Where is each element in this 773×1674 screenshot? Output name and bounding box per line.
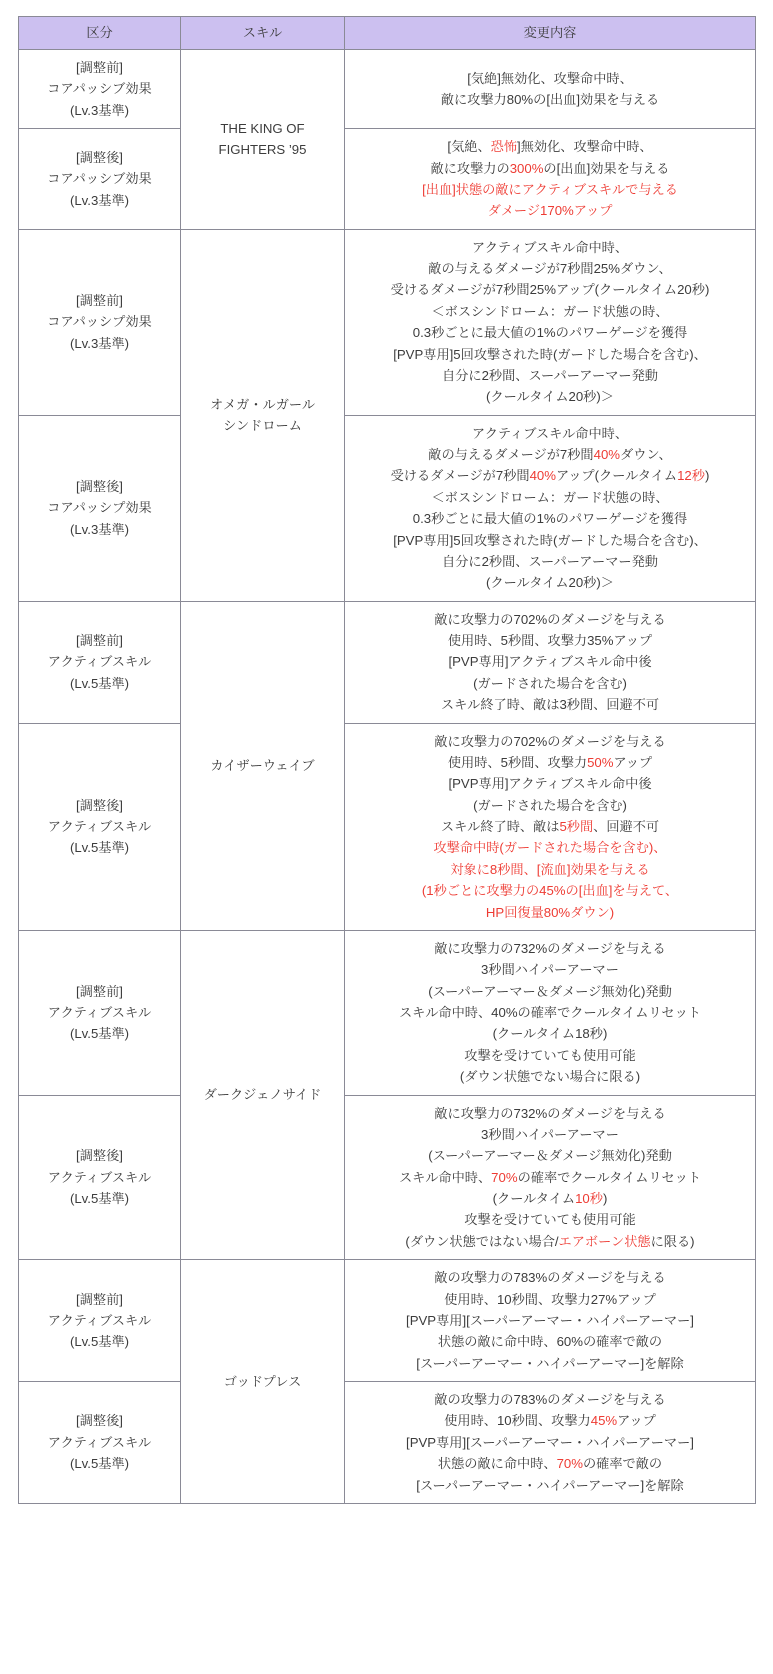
detail-text: (クールタイム20秒)＞ bbox=[486, 575, 614, 591]
detail-line bbox=[349, 938, 751, 959]
detail-text: の[出血]効果を与える bbox=[543, 160, 670, 176]
detail-text: 敵の攻撃力の783%のダメージを与える bbox=[434, 1392, 666, 1407]
detail-highlight: (1秒ごとに攻撃力の45%の[出血]を与えて、 bbox=[421, 883, 679, 899]
detail-text: 使用時、5秒間、攻撃力35%アップ bbox=[447, 633, 653, 648]
detail-text: [スーパーアーマー・ハイパーアーマー]を解除 bbox=[416, 1355, 684, 1371]
category-line: アクティブスキル bbox=[47, 819, 152, 834]
detail-text: 敵に攻撃力の bbox=[430, 160, 510, 176]
detail-text: 敵に攻撃力の732%のダメージを与える bbox=[434, 940, 666, 956]
detail-highlight: 攻撃命中時(ガードされた場合を含む)、 bbox=[433, 840, 667, 856]
detail-text: [PVP専用]アクティブスキル命中後 bbox=[448, 776, 652, 792]
category-line: (Lv.5基準) bbox=[69, 1334, 130, 1350]
detail-line bbox=[349, 200, 751, 221]
column-header-skill: スキル bbox=[181, 17, 345, 50]
column-header-detail: 変更内容 bbox=[345, 17, 756, 50]
detail-text: の確率で敵の bbox=[582, 1456, 663, 1472]
category-line: コアパッシプ効果 bbox=[47, 500, 152, 516]
cell-detail bbox=[345, 129, 756, 230]
table-row bbox=[19, 1095, 756, 1260]
cell-category bbox=[19, 229, 181, 415]
detail-line bbox=[349, 880, 751, 901]
detail-highlight: 40% bbox=[593, 447, 621, 462]
detail-line bbox=[349, 1289, 751, 1310]
detail-text: [気絶、 bbox=[447, 139, 491, 155]
detail-text: ) bbox=[602, 1191, 608, 1206]
cell-detail bbox=[345, 229, 756, 415]
detail-text: に限る) bbox=[650, 1233, 695, 1249]
category-line: [調整後] bbox=[76, 1148, 123, 1164]
table-row bbox=[19, 50, 756, 129]
detail-line bbox=[349, 158, 751, 179]
detail-text: 敵の与えるダメージが7秒間25%ダウン、 bbox=[428, 261, 672, 276]
category-line: [調整前] bbox=[76, 60, 123, 75]
detail-highlight: [出血]状態の敵にアクティブスキルで与える bbox=[422, 181, 678, 197]
detail-highlight: エアボーン状態 bbox=[558, 1233, 651, 1249]
detail-line bbox=[349, 487, 751, 508]
detail-highlight: 70% bbox=[556, 1456, 583, 1472]
table-header bbox=[19, 17, 756, 50]
detail-line bbox=[349, 89, 751, 110]
detail-highlight: ダメージ170%アップ bbox=[487, 203, 613, 219]
category-line: (Lv.5基準) bbox=[69, 1191, 130, 1206]
detail-text: [PVP専用]5回攻撃された時(ガードした場合を含む)、 bbox=[393, 532, 707, 548]
cell-category bbox=[19, 415, 181, 601]
detail-line bbox=[349, 1145, 751, 1166]
cell-skill bbox=[181, 229, 345, 601]
cell-detail bbox=[345, 50, 756, 129]
cell-detail bbox=[345, 723, 756, 930]
detail-line bbox=[349, 465, 751, 486]
detail-line bbox=[349, 237, 751, 258]
detail-text: アップ bbox=[613, 754, 653, 770]
detail-text: の確率でクールタイムリセット bbox=[517, 1169, 702, 1185]
skill-name-line: THE KING OF bbox=[220, 120, 305, 136]
detail-highlight: 45% bbox=[590, 1413, 618, 1429]
detail-text: 受けるダメージが7秒間 bbox=[390, 468, 530, 484]
cell-category bbox=[19, 930, 181, 1095]
cell-skill bbox=[181, 601, 345, 930]
detail-line bbox=[349, 673, 751, 694]
detail-line bbox=[349, 1432, 751, 1453]
detail-text: ]無効化、攻撃命中時、 bbox=[517, 139, 653, 155]
cell-detail bbox=[345, 1382, 756, 1504]
detail-text: 使用時、5秒間、攻撃力 bbox=[447, 754, 588, 770]
detail-line bbox=[349, 1331, 751, 1352]
detail-text: 敵の攻撃力の783%のダメージを与える bbox=[434, 1270, 666, 1286]
detail-line bbox=[349, 365, 751, 386]
category-line: コアパッシブ効果 bbox=[47, 171, 152, 187]
detail-text: [スーパーアーマー・ハイパーアーマー]を解除 bbox=[416, 1477, 684, 1493]
detail-line bbox=[349, 1188, 751, 1209]
detail-text: (スーパーアーマー＆ダメージ無効化)発動 bbox=[428, 983, 672, 999]
header-row bbox=[19, 17, 756, 50]
cell-detail bbox=[345, 930, 756, 1095]
detail-text: (ダウン状態ではない場合/ bbox=[405, 1233, 559, 1249]
detail-line bbox=[349, 752, 751, 773]
table-row bbox=[19, 229, 756, 415]
cell-detail bbox=[345, 1095, 756, 1260]
category-line: コアパッシブ効果 bbox=[47, 81, 152, 97]
cell-detail bbox=[345, 415, 756, 601]
detail-line bbox=[349, 344, 751, 365]
category-line: (Lv.5基準) bbox=[69, 840, 130, 856]
detail-text: 自分に2秒間、スーパーアーマー発動 bbox=[442, 553, 658, 569]
cell-category bbox=[19, 1095, 181, 1260]
column-header-category: 区分 bbox=[19, 17, 181, 50]
detail-line bbox=[349, 301, 751, 322]
detail-text: 敵に攻撃力の732%のダメージを与える bbox=[434, 1105, 666, 1121]
detail-line bbox=[349, 423, 751, 444]
detail-line bbox=[349, 816, 751, 837]
detail-line bbox=[349, 1124, 751, 1145]
detail-text: (ダウン状態でない場合に限る) bbox=[459, 1069, 641, 1085]
detail-line bbox=[349, 508, 751, 529]
detail-text: 敵に攻撃力80%の[出血]効果を与える bbox=[440, 92, 660, 108]
detail-text: [PVP専用][スーパーアーマー・ハイパーアーマー] bbox=[406, 1312, 694, 1328]
detail-line bbox=[349, 795, 751, 816]
detail-line bbox=[349, 551, 751, 572]
cell-category bbox=[19, 1382, 181, 1504]
category-line: [調整後] bbox=[76, 1413, 123, 1429]
detail-highlight: 恐怖 bbox=[490, 139, 518, 155]
detail-text: アクティブスキル命中時、 bbox=[471, 239, 629, 255]
category-line: アクティブスキル bbox=[47, 654, 152, 670]
detail-text: ＜ボスシンドローム：ガード状態の時、 bbox=[431, 489, 669, 505]
detail-line bbox=[349, 322, 751, 343]
detail-text: スキル命中時、 bbox=[398, 1169, 492, 1185]
detail-text: [PVP専用]アクティブスキル命中後 bbox=[448, 654, 652, 670]
skill-name-line: ダークジェノサイド bbox=[203, 1087, 322, 1103]
detail-line bbox=[349, 630, 751, 651]
detail-line bbox=[349, 1389, 751, 1410]
skill-balance-table bbox=[18, 16, 756, 1504]
detail-text: [PVP専用]5回攻撃された時(ガードした場合を含む)、 bbox=[393, 346, 707, 362]
detail-text: 敵に攻撃力の702%のダメージを与える bbox=[434, 611, 666, 627]
detail-text: (スーパーアーマー＆ダメージ無効化)発動 bbox=[428, 1148, 672, 1164]
detail-line bbox=[349, 572, 751, 593]
detail-highlight: 12秒 bbox=[677, 468, 705, 484]
cell-category bbox=[19, 50, 181, 129]
detail-text: 状態の敵に命中時、60%の確率で敵の bbox=[437, 1334, 663, 1350]
detail-line bbox=[349, 68, 751, 89]
category-line: (Lv.5基準) bbox=[69, 1026, 130, 1042]
detail-highlight: 5秒間 bbox=[559, 819, 594, 834]
detail-line bbox=[349, 1045, 751, 1066]
detail-line bbox=[349, 859, 751, 880]
category-line: [調整前] bbox=[76, 1291, 123, 1307]
table-row bbox=[19, 1382, 756, 1504]
detail-line bbox=[349, 1231, 751, 1252]
skill-name-line: カイザーウェイブ bbox=[210, 758, 315, 774]
skill-name-line: オメガ・ルガール bbox=[209, 396, 316, 412]
detail-line bbox=[349, 1066, 751, 1087]
detail-text: 、回避不可 bbox=[593, 819, 660, 834]
category-line: (Lv.3基準) bbox=[69, 102, 130, 118]
detail-text: 受けるダメージが7秒間25%アップ(クールタイム20秒) bbox=[390, 282, 710, 298]
skill-name-line: ゴッドプレス bbox=[223, 1373, 302, 1389]
detail-text: (ガードされた場合を含む) bbox=[473, 675, 627, 691]
detail-line bbox=[349, 902, 751, 923]
category-line: (Lv.5基準) bbox=[69, 1456, 130, 1472]
category-line: (Lv.3基準) bbox=[69, 192, 130, 208]
detail-text: ) bbox=[704, 468, 710, 484]
category-line: [調整後] bbox=[76, 479, 123, 495]
cell-skill bbox=[181, 1260, 345, 1504]
detail-text: 0.3秒ごとに最大値の1%のパワーゲージを獲得 bbox=[412, 511, 688, 527]
category-line: [調整前] bbox=[76, 633, 123, 648]
detail-text: [気絶]無効化、攻撃命中時、 bbox=[467, 70, 633, 86]
detail-text: (クールタイム18秒) bbox=[492, 1026, 608, 1042]
detail-line bbox=[349, 1410, 751, 1431]
cell-detail bbox=[345, 601, 756, 723]
detail-line bbox=[349, 179, 751, 200]
category-line: コアパッシプ効果 bbox=[47, 314, 152, 330]
table-row bbox=[19, 930, 756, 1095]
detail-line bbox=[349, 444, 751, 465]
detail-line bbox=[349, 837, 751, 858]
category-line: アクティブスキル bbox=[47, 1312, 152, 1328]
detail-line bbox=[349, 959, 751, 980]
cell-skill bbox=[181, 50, 345, 230]
detail-text: 3秒間ハイパーアーマー bbox=[481, 1126, 619, 1142]
detail-text: 攻撃を受けていても使用可能 bbox=[464, 1047, 636, 1063]
detail-text: アップ bbox=[617, 1413, 656, 1429]
category-line: アクティブスキル bbox=[47, 1169, 152, 1185]
detail-text: スキル命中時、40%の確率でクールタイムリセット bbox=[398, 1005, 701, 1020]
detail-line bbox=[349, 981, 751, 1002]
detail-text: スキル終了時、敵は3秒間、回避不可 bbox=[440, 697, 660, 713]
table-row bbox=[19, 1260, 756, 1382]
detail-highlight: 70% bbox=[491, 1169, 518, 1185]
detail-text: アクティブスキル命中時、 bbox=[471, 425, 629, 441]
detail-line bbox=[349, 694, 751, 715]
table-body bbox=[19, 50, 756, 1504]
detail-line bbox=[349, 773, 751, 794]
detail-text: 敵の与えるダメージが7秒間 bbox=[428, 447, 594, 462]
category-line: (Lv.3基準) bbox=[69, 335, 130, 351]
cell-category bbox=[19, 129, 181, 230]
detail-text: ＜ボスシンドローム：ガード状態の時、 bbox=[431, 303, 669, 319]
cell-category bbox=[19, 601, 181, 723]
detail-highlight: 10秒 bbox=[575, 1191, 603, 1206]
category-line: アクティブスキル bbox=[47, 1434, 152, 1450]
category-line: (Lv.5基準) bbox=[69, 675, 130, 691]
detail-text: アップ(クールタイム bbox=[555, 468, 678, 484]
detail-text: 使用時、10秒間、攻撃力27%アップ bbox=[444, 1291, 656, 1307]
detail-text: 3秒間ハイパーアーマー bbox=[481, 962, 619, 978]
table-row bbox=[19, 129, 756, 230]
detail-text: (クールタイム bbox=[492, 1191, 576, 1206]
detail-text: ダウン、 bbox=[620, 447, 672, 462]
category-line: [調整後] bbox=[76, 149, 123, 165]
detail-line bbox=[349, 1167, 751, 1188]
detail-line bbox=[349, 651, 751, 672]
detail-highlight: 300% bbox=[509, 160, 544, 176]
table-row bbox=[19, 601, 756, 723]
detail-highlight: 対象に8秒間、[流血]効果を与える bbox=[450, 861, 650, 877]
detail-line bbox=[349, 1267, 751, 1288]
category-line: アクティブスキル bbox=[47, 1005, 152, 1020]
category-line: [調整前] bbox=[76, 983, 123, 999]
detail-text: 自分に2秒間、スーパーアーマー発動 bbox=[442, 367, 658, 383]
detail-text: スキル終了時、敵は bbox=[440, 819, 560, 834]
detail-line bbox=[349, 258, 751, 279]
detail-text: (ガードされた場合を含む) bbox=[473, 797, 627, 813]
detail-text: 0.3秒ごとに最大値の1%のパワーゲージを獲得 bbox=[412, 325, 688, 341]
category-line: [調整前] bbox=[76, 293, 123, 309]
cell-category bbox=[19, 1260, 181, 1382]
cell-skill bbox=[181, 930, 345, 1259]
detail-line bbox=[349, 609, 751, 630]
detail-line bbox=[349, 1453, 751, 1474]
detail-line bbox=[349, 1002, 751, 1023]
category-line: (Lv.3基準) bbox=[69, 521, 130, 537]
detail-line bbox=[349, 279, 751, 300]
detail-line bbox=[349, 136, 751, 157]
detail-line bbox=[349, 1310, 751, 1331]
skill-name-line: シンドローム bbox=[223, 418, 302, 434]
detail-line bbox=[349, 1023, 751, 1044]
skill-name-line: FIGHTERS ’95 bbox=[218, 142, 307, 158]
detail-highlight: 40% bbox=[529, 468, 556, 484]
detail-text: (クールタイム20秒)＞ bbox=[486, 389, 614, 405]
detail-text: [PVP専用][スーパーアーマー・ハイパーアーマー] bbox=[406, 1434, 694, 1450]
detail-highlight: 50% bbox=[587, 754, 614, 770]
detail-line bbox=[349, 1475, 751, 1496]
detail-text: 状態の敵に命中時、 bbox=[437, 1456, 557, 1472]
detail-line bbox=[349, 1103, 751, 1124]
detail-text: 攻撃を受けていても使用可能 bbox=[464, 1212, 636, 1228]
cell-category bbox=[19, 723, 181, 930]
detail-line bbox=[349, 1209, 751, 1230]
detail-text: 使用時、10秒間、攻撃力 bbox=[444, 1413, 591, 1429]
detail-line bbox=[349, 386, 751, 407]
category-line: [調整後] bbox=[76, 797, 123, 813]
detail-line bbox=[349, 530, 751, 551]
detail-text: 敵に攻撃力の702%のダメージを与える bbox=[434, 733, 666, 749]
detail-highlight: HP回復量80%ダウン) bbox=[485, 904, 615, 920]
table-row bbox=[19, 723, 756, 930]
detail-line bbox=[349, 1353, 751, 1374]
table-row bbox=[19, 415, 756, 601]
detail-line bbox=[349, 731, 751, 752]
cell-detail bbox=[345, 1260, 756, 1382]
